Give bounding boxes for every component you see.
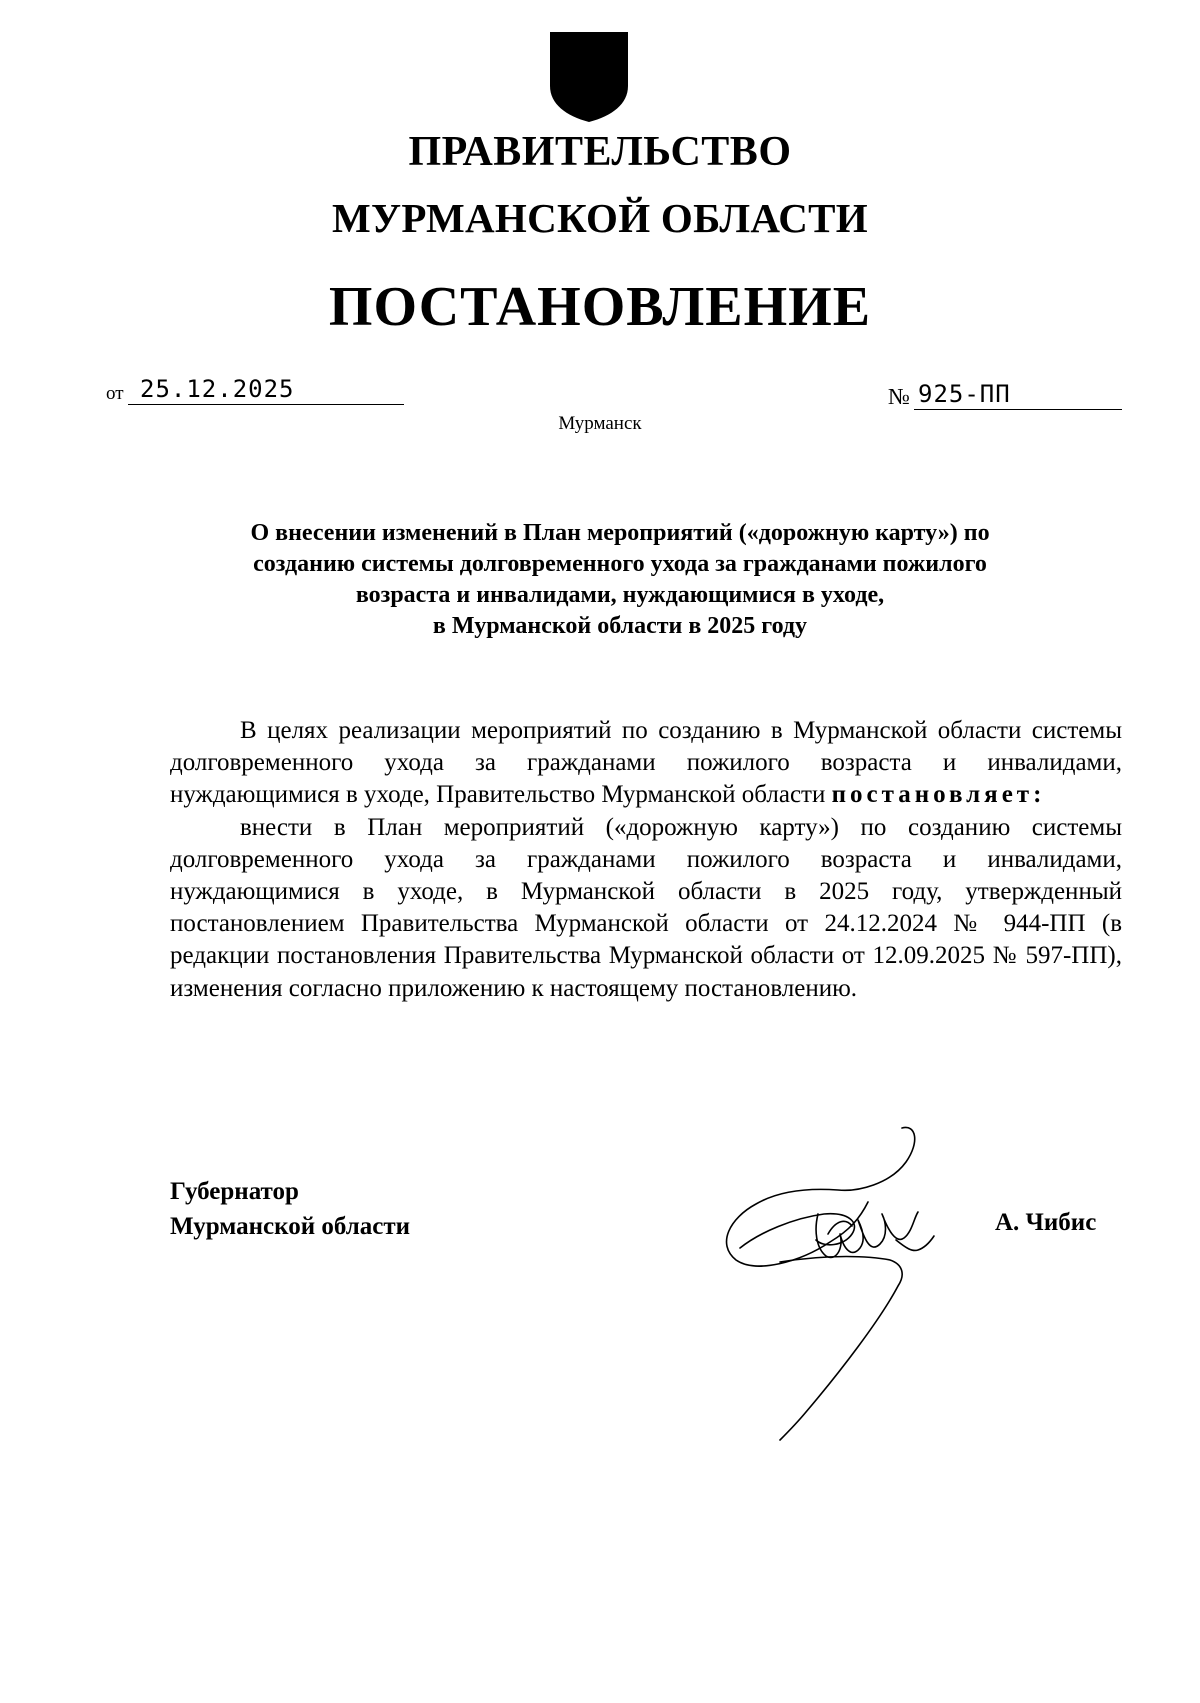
number-prefix: №	[888, 384, 910, 409]
document-type: ПОСТАНОВЛЕНИЕ	[328, 276, 872, 338]
position-line-2: Мурманской области	[170, 1213, 411, 1240]
date-prefix: от	[106, 383, 124, 404]
resolution-paragraph: внести в План мероприятий («дорожную карту») по созданию системы долговременного ухода за гражданами пожилого возраста и инвалидами, нуждающимися в уходе, в Мурманской области в 2025 году, утвержденный постановлением Правительства Мурманской области от 24.12.2024 № 944-ПП (в редакции постановления Правительства Мурманской области от 12.09.2025 № 597-ПП), изменения согласно приложению к настоящему постановлению.	[170, 813, 1122, 1002]
coat-of-arms-emblem-icon	[548, 28, 630, 124]
handwritten-signature-icon	[720, 1122, 950, 1442]
org-name-line-2: МУРМАНСКОЙ ОБЛАСТИ	[332, 195, 868, 241]
date-value: 25.12.2025	[140, 375, 295, 403]
signatory-position	[170, 1174, 410, 1244]
title-line: О внесении изменений в План мероприятий («дорожную карту») по	[250, 520, 990, 546]
org-name-line-1: ПРАВИТЕЛЬСТВО	[408, 129, 792, 175]
title-line: возраста и инвалидами, нуждающимися в уходе,	[355, 582, 885, 608]
preamble-paragraph	[170, 715, 1122, 812]
city-name: Мурманск	[558, 413, 642, 434]
signatory-name: А. Чибис	[995, 1209, 1097, 1236]
document-body	[170, 715, 1122, 1005]
preamble-text: В целях реализации мероприятий по созданию в Мурманской области системы долговременного ухода за гражданами пожилого возраста и инвалидами, нуждающимися в уходе, Правительство Мурманской области	[170, 717, 1122, 809]
resolution-keyword: постановляет:	[831, 781, 1046, 809]
date-underline	[128, 404, 404, 405]
title-line: созданию системы долговременного ухода за гражданами пожилого	[253, 551, 987, 577]
document-title	[170, 518, 1070, 642]
number-underline	[914, 409, 1122, 410]
number-value: 925-ПП	[918, 380, 1011, 408]
position-line-1: Губернатор	[170, 1178, 299, 1205]
title-line: в Мурманской области в 2025 году	[432, 613, 808, 639]
